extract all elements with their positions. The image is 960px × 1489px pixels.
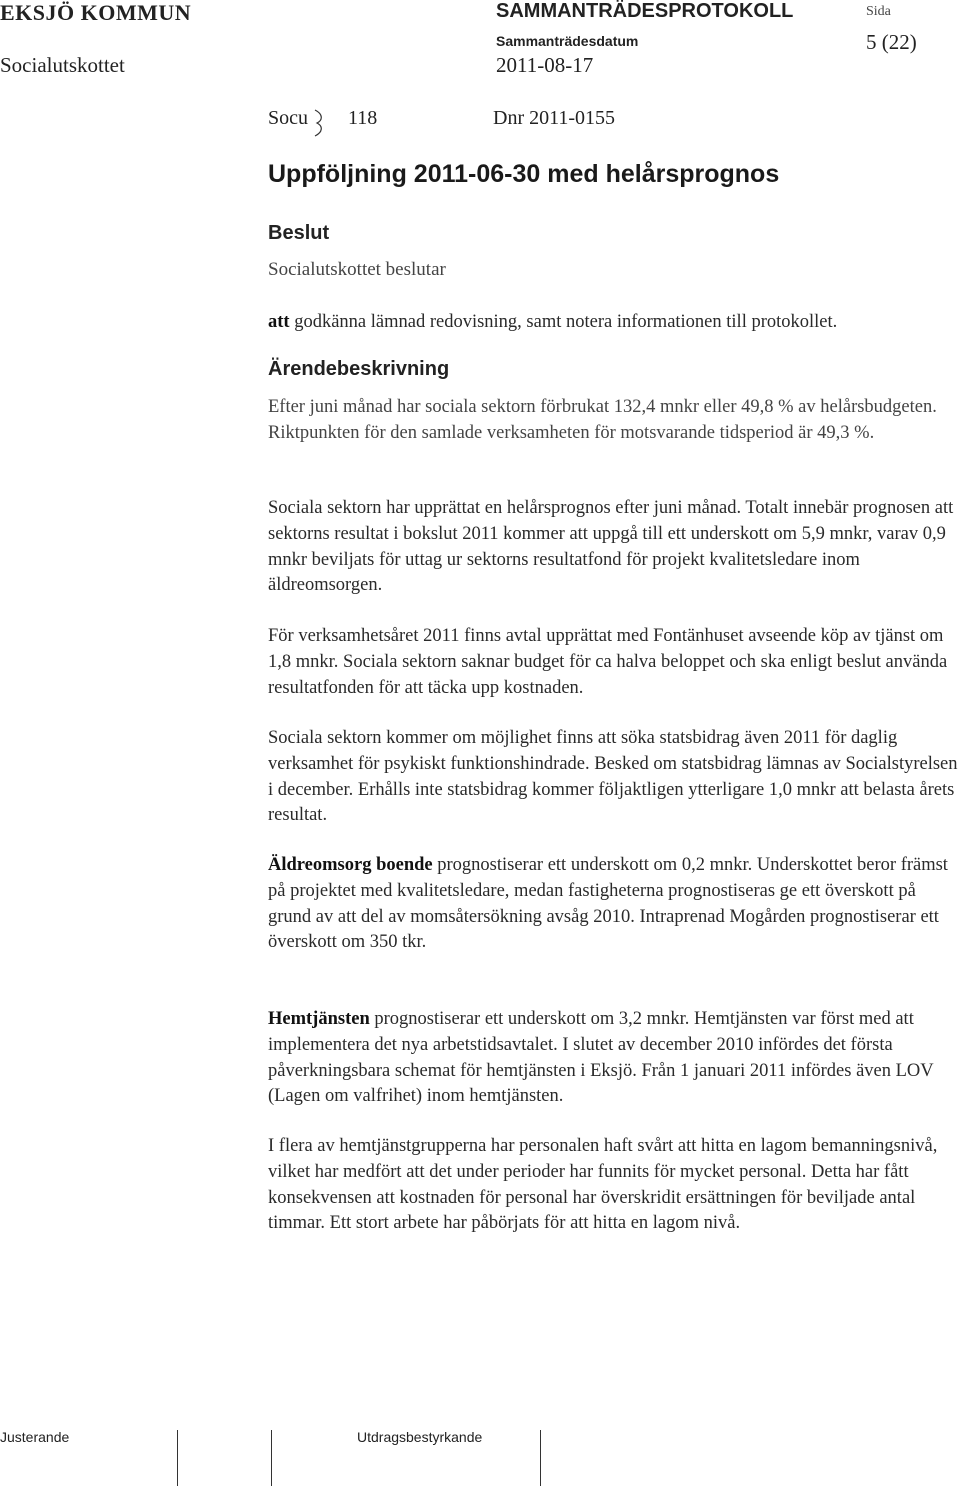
decision-intro: Socialutskottet beslutar: [268, 259, 446, 280]
signature-divider: [271, 1430, 272, 1486]
paragraph-text: Sociala sektorn har upprättat en helårsprognos efter juni månad. Totalt innebär prognosen att sektorns resultat i bokslut 2011 kommer att uppgå till ett underskott om 5,9 mnkr, varav 0,9 mnkr beviljats för uttag ur sektorns resultatfond för projekt kvalitetsledare inom äldreomsorgen.: [268, 498, 954, 596]
organization-name: EKSJÖ KOMMUN: [0, 0, 192, 25]
paragraph-label: Socu: [268, 107, 308, 129]
paragraph-fontanhuset: [268, 624, 960, 701]
paragraph-staffing: [268, 1134, 960, 1237]
description-heading: Ärendebeskrivning: [268, 358, 450, 380]
registration-number: Dnr 2011-0155: [493, 107, 616, 129]
unit-name: Socialutskottet: [0, 53, 125, 77]
extract-label: Utdragsbestyrkande: [357, 1429, 483, 1445]
paragraph-statsbidrag: [268, 726, 960, 829]
page-label: Sida: [866, 4, 891, 19]
paragraph-hemtjansten: [268, 1007, 960, 1110]
paragraph-lead: Hemtjänsten: [268, 1009, 370, 1029]
signature-divider: [177, 1430, 178, 1486]
decision-text: [268, 310, 960, 336]
section-sign-icon: [313, 108, 325, 138]
paragraph-aldreomsorg: [268, 853, 960, 956]
paragraph-lead: Äldreomsorg boende: [268, 855, 433, 875]
signed-label: Justerande: [0, 1429, 70, 1445]
page-title: Uppföljning 2011-06-30 med helårsprognos: [268, 160, 780, 188]
document-type: SAMMANTRÄDESPROTOKOLL: [496, 0, 794, 22]
page-number: 5 (22): [866, 30, 917, 54]
paragraph-text: prognostiserar ett underskott om 3,2 mnkr. Hemtjänsten var först med att implementera det nya arbetstidsavtalet. I slutet av december 2010 infördes det första påverkningsbara schemat för hemtjänsten i Eksjö. Från 1 januari 2011 infördes även LOV (Lagen om valfrihet) inom hemtjänsten.: [268, 1009, 934, 1107]
paragraph-number: 118: [348, 107, 378, 129]
paragraph-text: Sociala sektorn kommer om möjlighet finns att söka statsbidrag även 2011 för daglig verksamhet för psykiskt funktionshindrade. Besked om statsbidrag lämnas av Socialstyrelsen i december. Erhålls inte statsbidrag kommer följaktligen ytterligare 1,0 mnkr att belasta årets resultat.: [268, 728, 958, 826]
decision-body: godkänna lämnad redovisning, samt notera informationen till protokollet.: [289, 312, 838, 332]
decision-att: att: [268, 312, 290, 332]
paragraph-forecast: [268, 496, 960, 599]
paragraph-text: Efter juni månad har sociala sektorn förbrukat 132,4 mnkr eller 49,8 % av helårsbudgeten. Riktpunkten för den samlade verksamheten för motsvarande tidsperiod är 49,3 %.: [268, 397, 937, 443]
signature-divider: [540, 1430, 541, 1486]
paragraph-text: För verksamhetsåret 2011 finns avtal upprättat med Fontänhuset avseende köp av tjänst om 1,8 mnkr. Sociala sektorn saknar budget för ca halva beloppet och ska enligt beslut använda resultatfonden för att täcka upp kostnaden.: [268, 626, 948, 698]
meeting-date: 2011-08-17: [496, 53, 594, 77]
decision-heading: Beslut: [268, 222, 330, 244]
paragraph-text: prognostiserar ett underskott om 0,2 mnkr. Underskottet beror främst på projektet med kvalitetsledare, medan fastigheterna prognostiseras ge ett överskott på grund av att del av momsåtersökning avsåg 2010. Intraprenad Mogården prognostiserar ett överskott om 350 tkr.: [268, 855, 948, 953]
date-label: Sammanträdesdatum: [496, 33, 639, 49]
paragraph-consumption: [268, 395, 960, 447]
paragraph-text: I flera av hemtjänstgrupperna har personalen haft svårt att hitta en lagom bemanningsnivå, vilket har medfört att det under perioder har funnits för mycket personal. Detta har fått konsekvensen att kostnaden för personal har överskridit ersättningen för beviljade antal timmar. Ett stort arbete har påbörjats för att hitta en lagom nivå.: [268, 1136, 938, 1234]
